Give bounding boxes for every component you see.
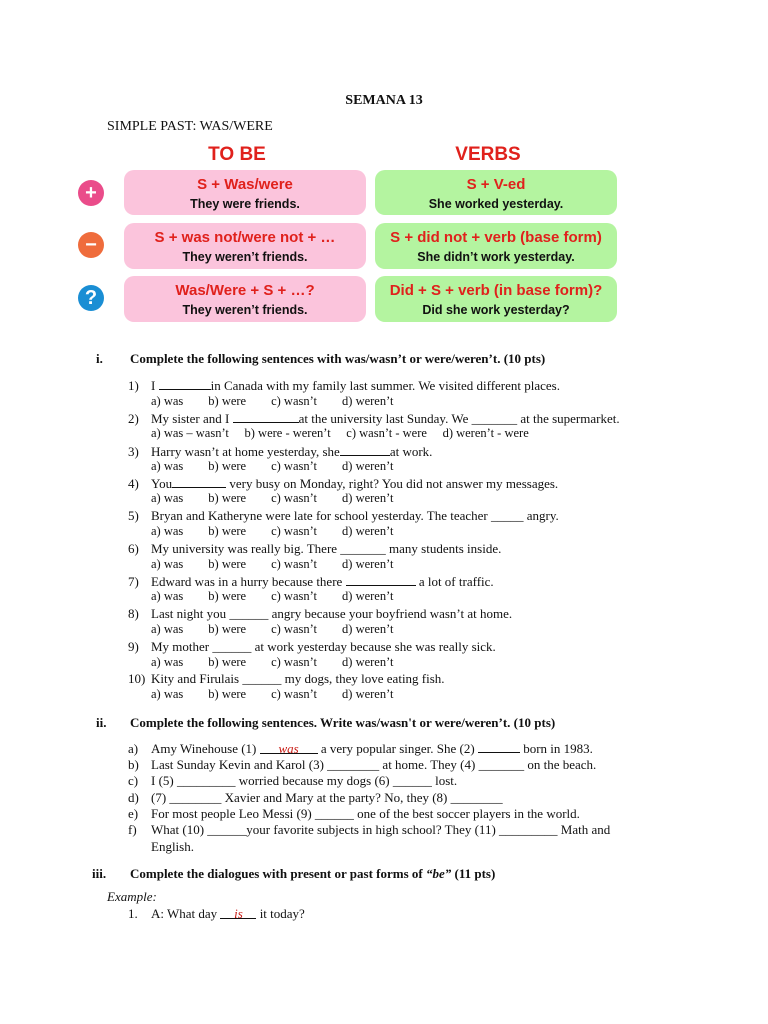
formula-text: Did + S + verb (in base form)? (389, 282, 603, 299)
question-2: 2) My sister and I at the university last Sunday. We _______ at the supermarket. (128, 411, 620, 426)
question-10: 10) Kity and Firulais ______ my dogs, they love eating fish. (128, 671, 445, 686)
column-heading-to-be: TO BE (208, 144, 266, 165)
sentence-e: e) For most people Leo Messi (9) ______ one of the best soccer players in the world. (128, 806, 580, 821)
options-7: a) was b) were c) wasn’t d) weren’t (151, 589, 394, 603)
options-6: a) was b) were c) wasn’t d) weren’t (151, 557, 394, 571)
answer-blank[interactable] (159, 377, 211, 390)
page-subtitle: SIMPLE PAST: WAS/WERE (107, 119, 273, 134)
options-3: a) was b) were c) wasn’t d) weren’t (151, 459, 394, 473)
options-4: a) was b) were c) wasn’t d) weren’t (151, 491, 394, 505)
question-verbs-box (375, 276, 617, 322)
question-1: 1) I in Canada with my family last summer. We visited different places. (128, 378, 560, 393)
affirmative-verbs-box (375, 170, 617, 215)
section-2-instruction: Complete the following sentences. Write was/wasn't or were/weren’t. (10 pts) (130, 715, 556, 730)
question-8: 8) Last night you ______ angry because your boyfriend wasn’t at home. (128, 606, 513, 621)
answer-blank[interactable] (478, 740, 520, 753)
example-text: She worked yesterday. (428, 197, 564, 211)
example-text: They were friends. (190, 197, 300, 211)
sentence-f: f) What (10) ______your favorite subjects in high school? They (11) _________ Math and (128, 822, 611, 837)
question-9: 9) My mother ______ at work yesterday because she was really sick. (128, 639, 496, 654)
negative-to-be-box (124, 223, 366, 269)
question-3: 3) Harry wasn’t at home yesterday, she at work. (128, 444, 433, 459)
sentence-b: b) Last Sunday Kevin and Karol (3) ________ at home. They (4) _______ on the beach. (128, 757, 597, 772)
question-to-be-box (124, 276, 366, 322)
example-label: Example: (107, 889, 157, 904)
sentence-a: a) Amy Winehouse (1) was a very popular singer. She (2) born in 1983. (128, 741, 593, 756)
example-text: They weren’t friends. (182, 303, 308, 317)
options-2: a) was – wasn’t b) were - weren’t c) wasn’t - were d) weren’t - were (151, 426, 529, 440)
options-5: a) was b) were c) wasn’t d) weren’t (151, 524, 394, 538)
sentence-d: d) (7) ________ Xavier and Mary at the party? No, they (8) ________ (128, 790, 503, 805)
question-5: 5) Bryan and Katheryne were late for school yesterday. The teacher _____ angry. (128, 508, 559, 523)
sentence-c: c) I (5) _________ worried because my dogs (6) ______ lost. (128, 773, 458, 788)
page-title: SEMANA 13 (345, 93, 423, 108)
formula-text: Was/Were + S + …? (175, 282, 315, 299)
sentence-f-continued: English. (151, 839, 194, 854)
answer-blank[interactable] (340, 443, 390, 456)
section-3-instruction: Complete the dialogues with present or past forms of “be” (11 pts) (130, 866, 496, 881)
options-8: a) was b) were c) wasn’t d) weren’t (151, 622, 394, 636)
plus-icon: + (78, 180, 104, 206)
options-9: a) was b) were c) wasn’t d) weren’t (151, 655, 394, 669)
answer-blank[interactable]: is (220, 906, 256, 919)
example-text: They weren’t friends. (182, 250, 308, 264)
question-6: 6) My university was really big. There _______ many students inside. (128, 541, 502, 556)
question-7: 7) Edward was in a hurry because there a lot of traffic. (128, 574, 494, 589)
section-2-number: ii. (96, 715, 107, 730)
example-text: Did she work yesterday? (422, 303, 570, 317)
affirmative-to-be-box (124, 170, 366, 215)
question-4: 4) You very busy on Monday, right? You did not answer my messages. (128, 476, 559, 491)
example-text: She didn’t work yesterday. (417, 250, 575, 264)
formula-text: S + was not/were not + … (154, 229, 336, 246)
answer-blank[interactable]: was (260, 741, 318, 754)
answer-blank[interactable] (172, 475, 226, 488)
answer-blank[interactable] (233, 410, 299, 423)
negative-verbs-box (375, 223, 617, 269)
question-icon: ? (78, 285, 104, 311)
section-3-number: iii. (92, 866, 107, 881)
formula-text: S + Was/were (197, 176, 293, 193)
options-10: a) was b) were c) wasn’t d) weren’t (151, 687, 394, 701)
formula-text: S + did not + verb (base form) (390, 229, 602, 246)
options-1: a) was b) were c) wasn’t d) weren’t (151, 394, 394, 408)
section-1-instruction: Complete the following sentences with was/wasn’t or were/weren’t. (10 pts) (130, 351, 546, 366)
column-heading-verbs: VERBS (455, 144, 521, 165)
minus-icon: − (78, 232, 104, 258)
answer-blank[interactable] (346, 573, 416, 586)
example-dialogue: 1. A: What day is it today? (128, 906, 305, 921)
section-1-number: i. (96, 351, 103, 366)
formula-text: S + V-ed (466, 176, 526, 193)
